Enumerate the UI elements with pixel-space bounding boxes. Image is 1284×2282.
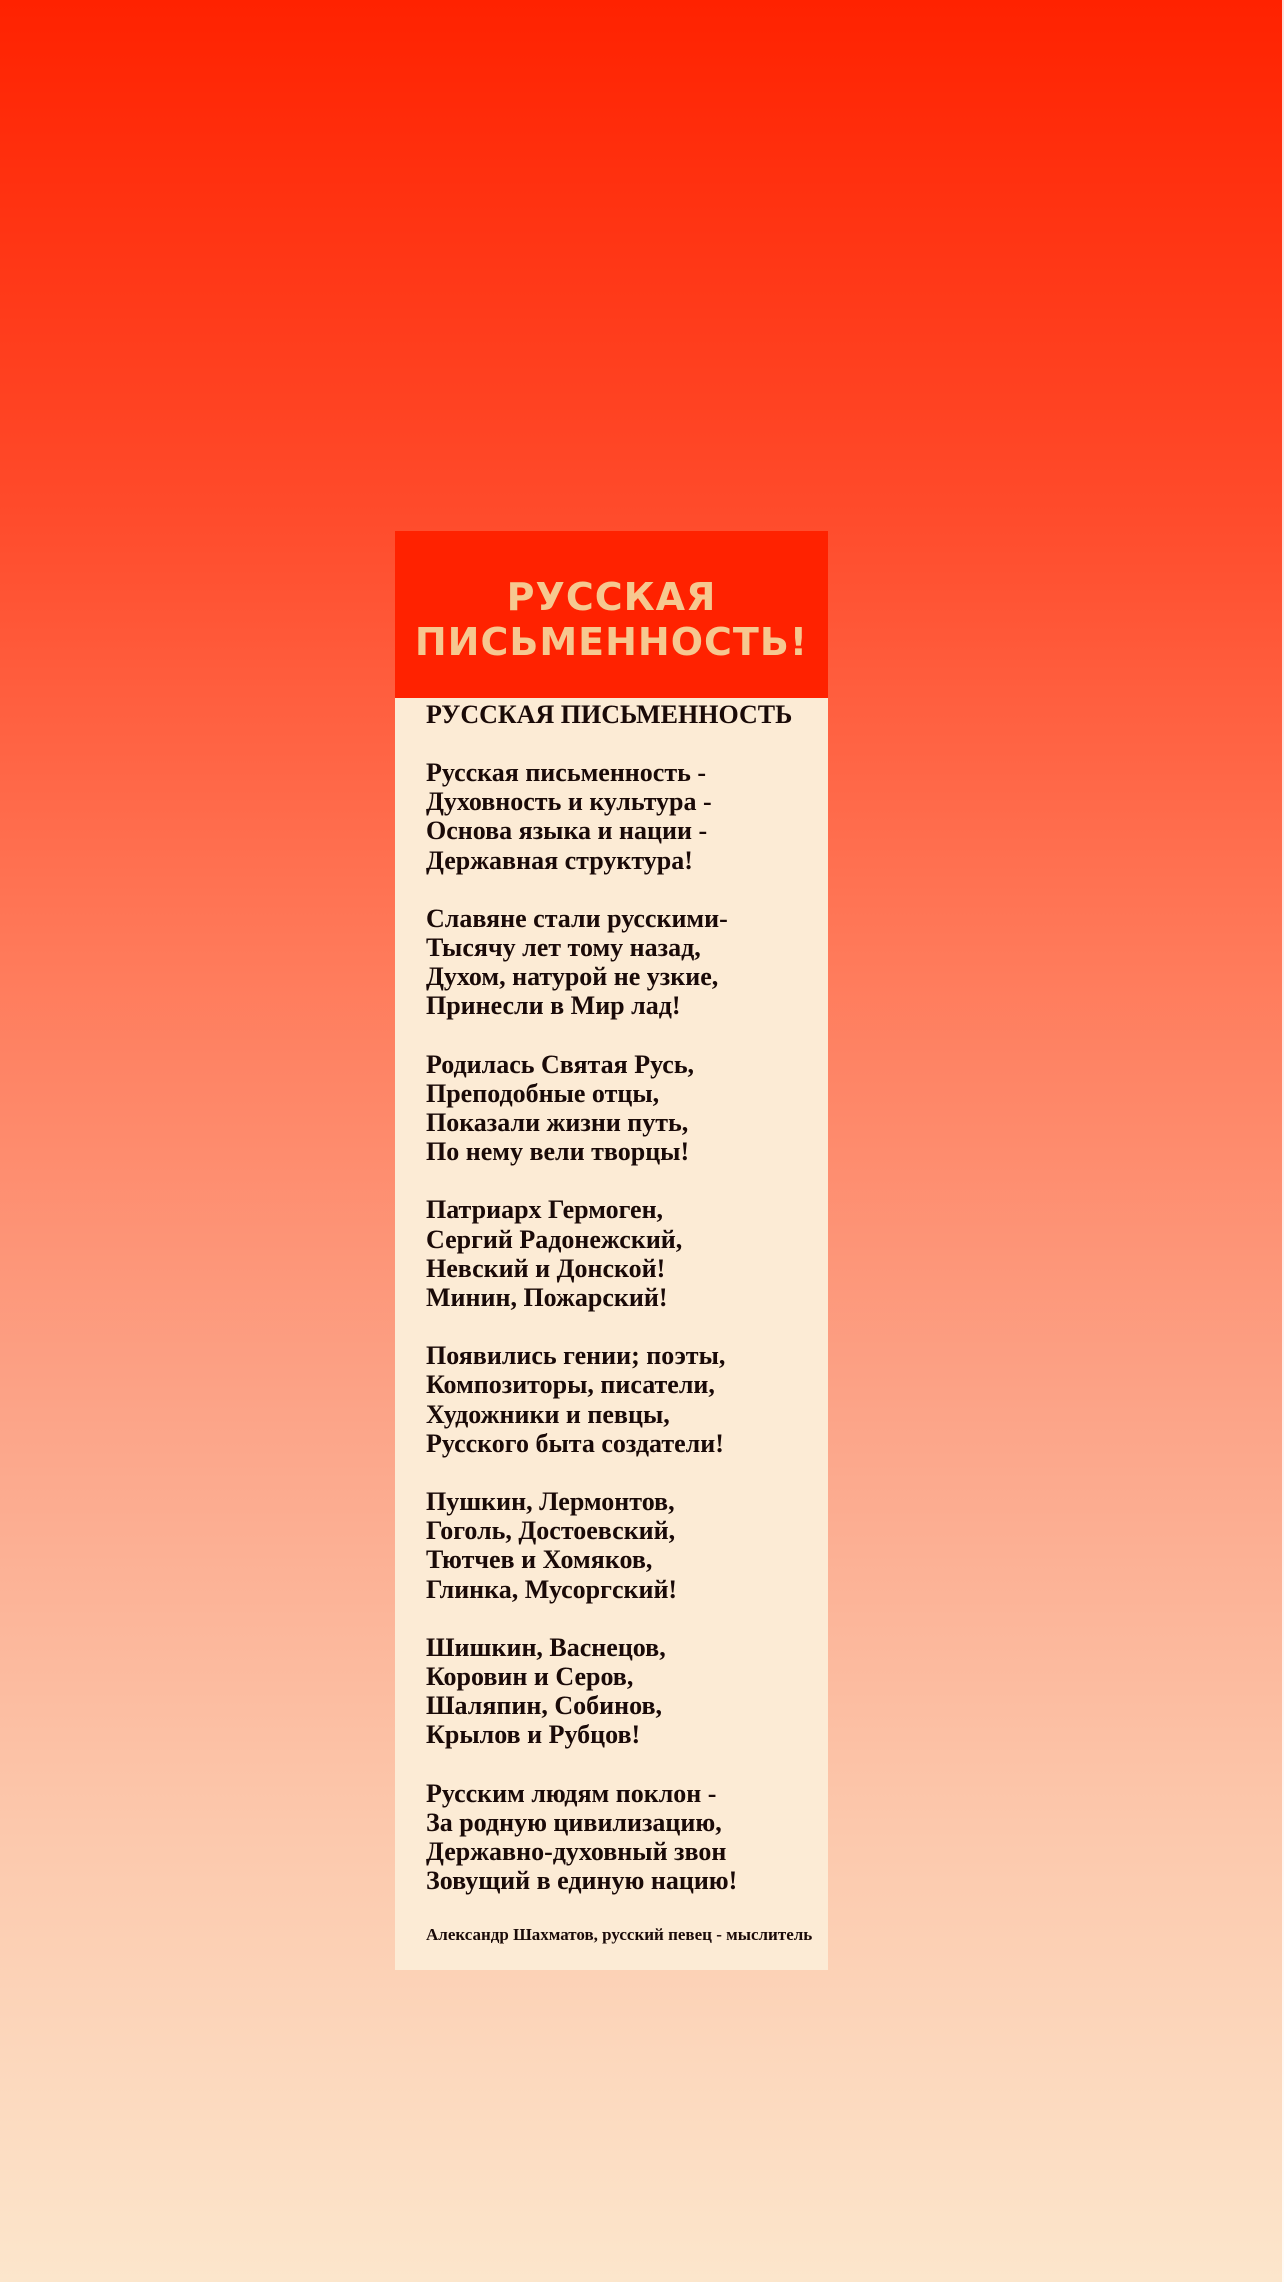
poem-line: Преподобные отцы,: [426, 1078, 660, 1108]
poem-line: Славяне стали русскими-: [426, 903, 728, 933]
poem-line: Невский и Донской!: [426, 1253, 666, 1283]
poem-line: Пушкин, Лермонтов,: [426, 1487, 675, 1517]
poem-line: Шишкин, Васнецов,: [426, 1632, 666, 1662]
stanza-4: [426, 1195, 826, 1312]
stanza-1: [426, 758, 826, 875]
poem-line: Русского быта создатели!: [426, 1428, 724, 1458]
poem-line: Основа языка и нации -: [426, 816, 708, 846]
poem-line: Принесли в Мир лад!: [426, 991, 681, 1021]
stanza-5: [426, 1341, 826, 1458]
poem-line: Русская письменность -: [426, 758, 706, 787]
poem-line: За родную цивилизацию,: [426, 1807, 722, 1837]
poem-line: Державная структура!: [426, 845, 693, 875]
poem-line: Родилась Святая Русь,: [426, 1049, 695, 1079]
poem-card: [395, 531, 828, 1970]
poem-line: Шаляпин, Собинов,: [426, 1691, 663, 1721]
poem-line: Показали жизни путь,: [426, 1108, 689, 1138]
poem-line: Тысячу лет тому назад,: [426, 933, 701, 963]
poem-line: По нему вели творцы!: [426, 1137, 690, 1167]
poem-line: Крылов и Рубцов!: [426, 1720, 641, 1750]
poem-line: Глинка, Мусоргский!: [426, 1574, 678, 1604]
poem-line: Появились гении; поэты,: [426, 1341, 726, 1371]
poem-line: Патриарх Гермоген,: [426, 1195, 664, 1225]
author-signature: Александр Шахматов, русский певец - мыслитель: [426, 1924, 813, 1944]
stanza-3: [426, 1050, 826, 1167]
poem-line: Коровин и Серов,: [426, 1662, 634, 1692]
banner-title-line-2: ПИСЬМЕННОСТЬ!: [414, 619, 809, 664]
banner-title-line-1: РУССКАЯ: [506, 574, 717, 619]
banner-title: [415, 575, 808, 665]
stanza-7: [426, 1633, 826, 1750]
poem-line: Державно-духовный звон: [426, 1837, 727, 1867]
poem-line: Зовущий в единую нацию!: [426, 1866, 738, 1896]
poem-line: Духом, натурой не узкие,: [426, 962, 719, 992]
poem-line: Художники и певцы,: [426, 1399, 670, 1429]
poem-line: Тютчев и Хомяков,: [426, 1545, 653, 1575]
poem-title: РУССКАЯ ПИСЬМЕННОСТЬ: [426, 700, 793, 729]
title-banner: [395, 531, 828, 698]
poem-body: [426, 700, 826, 1945]
poem-line: Сергий Радонежский,: [426, 1224, 683, 1254]
poem-line: Минин, Пожарский!: [426, 1283, 668, 1313]
poem-line: Русским людям поклон -: [426, 1778, 717, 1808]
poem-line: Композиторы, писатели,: [426, 1370, 715, 1400]
poem-line: Духовность и культура -: [426, 787, 712, 817]
stanza-8: [426, 1779, 826, 1896]
poem-line: Гоголь, Достоевский,: [426, 1516, 676, 1546]
stanza-6: [426, 1487, 826, 1604]
stanza-2: [426, 904, 826, 1021]
